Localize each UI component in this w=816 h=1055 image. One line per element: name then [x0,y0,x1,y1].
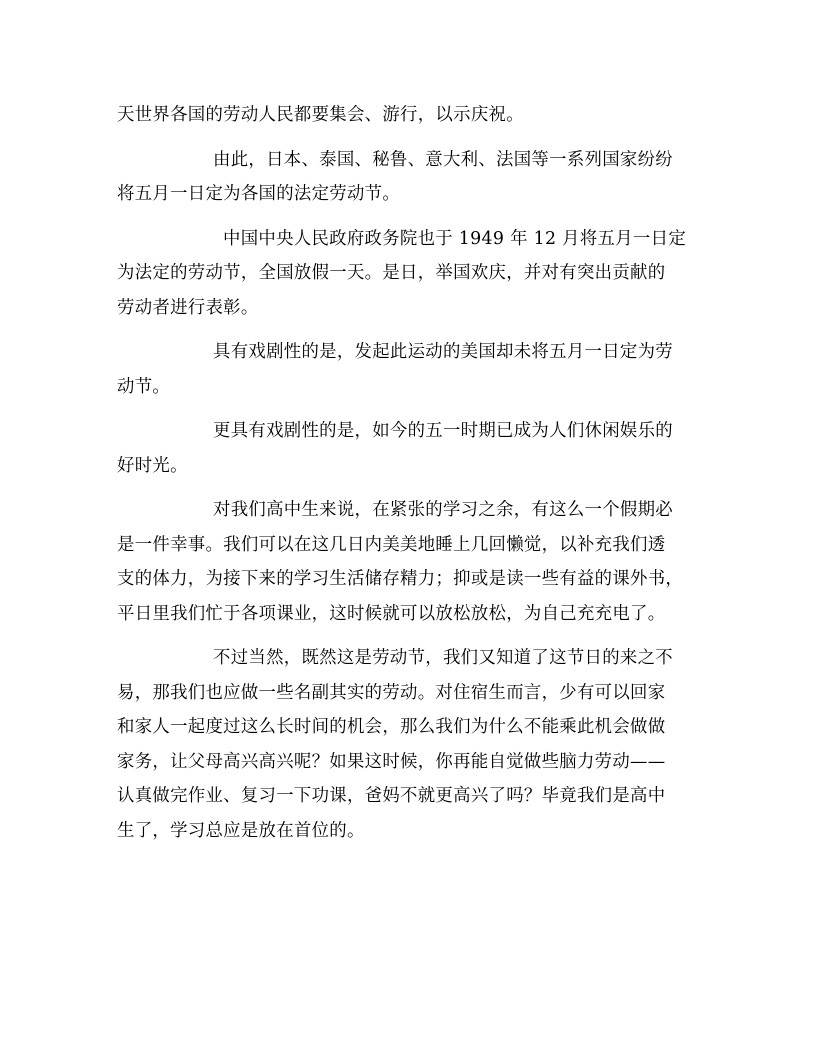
paragraph-5 [117,414,697,483]
paragraph-line: 由此，日本、泰国、秘鲁、意大利、法国等一系列国家纷纷 [213,149,673,170]
paragraph-line: 是一件幸事。我们可以在这几日内美美地睡上几回懒觉，以补充我们透 [117,534,666,555]
paragraph-line: 易，那我们也应做一些名副其实的劳动。对住宿生而言，少有可以回家 [117,682,666,703]
document-body [117,98,697,858]
paragraph-line: 更具有戏剧性的是，如今的五一时期已成为人们休闲娱乐的 [213,421,673,441]
paragraph-line: 中国中央人民政府政务院也于 1949 年 12 月将五月一日定 [223,228,687,249]
paragraph-line: 和家人一起度过这么长时间的机会，那么我们为什么不能乘此机会做做 [117,717,666,737]
paragraph-3 [117,222,697,326]
paragraph-line: 对我们高中生来说，在紧张的学习之余，有这么一个假期必 [213,500,673,520]
paragraph-6 [117,493,697,631]
paragraph-line: 平日里我们忙于各项课业，这时候就可以放松放松，为自己充充电了。 [117,603,666,624]
paragraph-line: 不过当然，既然这是劳动节，我们又知道了这节日的来之不 [213,648,673,668]
paragraph-line: 动节。 [117,376,171,397]
paragraph-line: 将五月一日定为各国的法定劳动节。 [117,184,401,204]
paragraph-line: 劳动者进行表彰。 [117,297,259,318]
paragraph-line: 具有戏剧性的是，发起此运动的美国却未将五月一日定为劳 [213,342,673,362]
paragraph-line: 天世界各国的劳动人民都要集会、游行，以示庆祝。 [117,105,524,125]
paragraph-4 [117,335,697,404]
paragraph-7 [117,641,697,848]
paragraph-1 [117,98,697,133]
paragraph-line: 生了，学习总应是放在首位的。 [117,820,365,841]
paragraph-line: 认真做完作业、复习一下功课，爸妈不就更高兴了吗？毕竟我们是高中 [117,786,666,806]
paragraph-2 [117,143,697,212]
paragraph-line: 支的体力，为接下来的学习生活储存精力；抑或是读一些有益的课外书， [117,569,684,589]
paragraph-line: 好时光。 [117,455,188,476]
paragraph-line: 家务，让父母高兴高兴呢？如果这时候，你再能自觉做些脑力劳动—— [117,751,666,772]
paragraph-line: 为法定的劳动节，全国放假一天。是日，举国欢庆，并对有突出贡献的 [117,263,666,283]
